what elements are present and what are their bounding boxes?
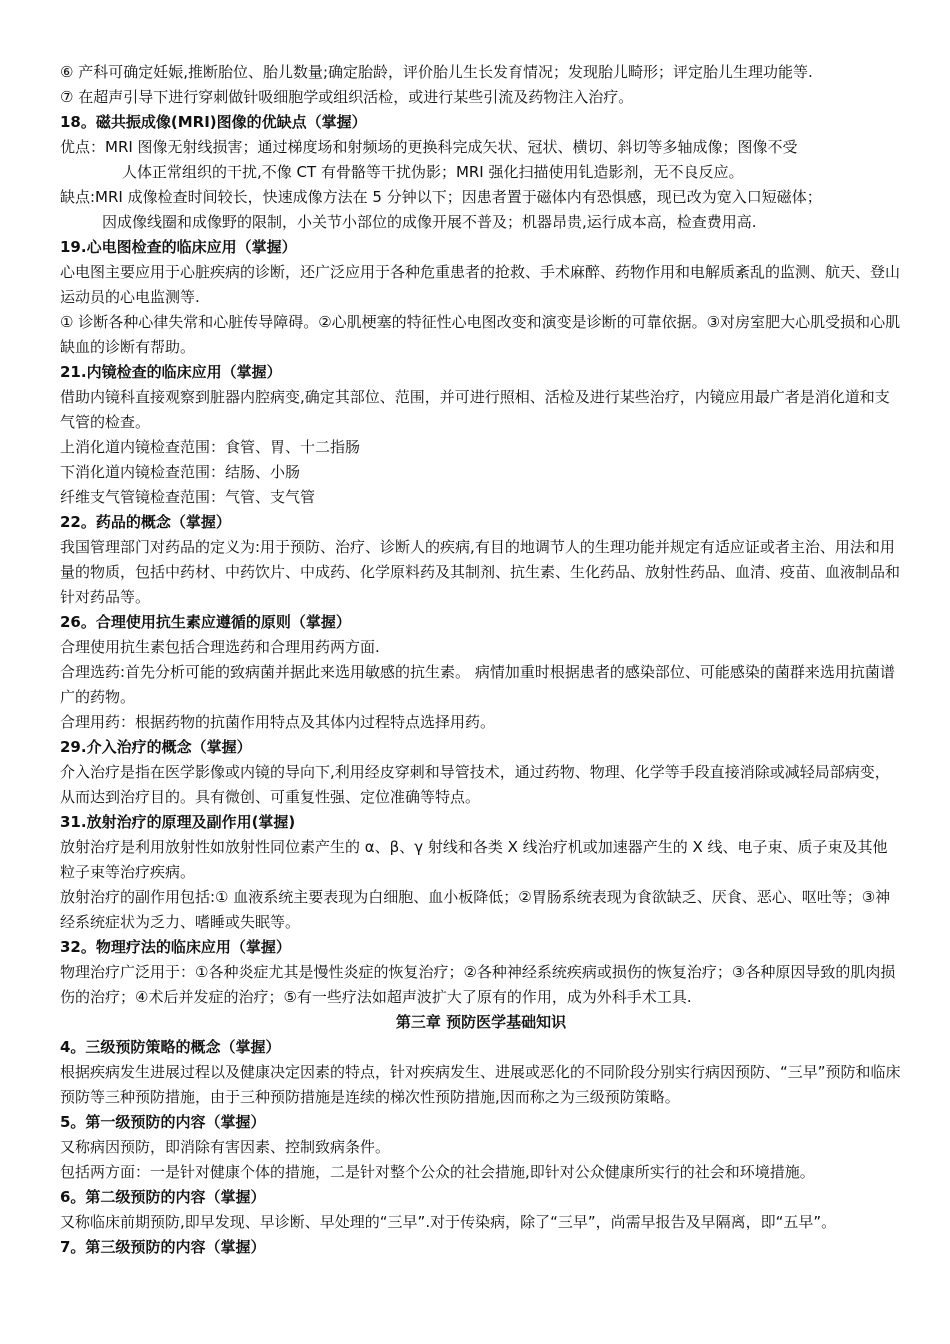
mri-disadvantages-line2: 因成像线圈和成像野的限制，小关节小部位的成像开展不普及；机器昂贵,运行成本高，检查费用高. (102, 213, 757, 231)
heading-4: 4。三级预防策略的概念（掌握） (60, 1038, 281, 1056)
physiotherapy-uses: 物理治疗广泛用于：①各种炎症尤其是慢性炎症的恢复治疗；②各种神经系统疾病或损伤的恢复治疗；③各种原因导致的肌肉损伤的治疗；④术后并发症的治疗；⑤有一些疗法如超声波扩大了原有的作用，成为外科手术工具. (60, 963, 896, 1006)
heading-22: 22。药品的概念（掌握） (60, 513, 231, 531)
heading-5: 5。第一级预防的内容（掌握） (60, 1113, 266, 1131)
mri-advantages-line1: 优点：MRI 图像无射线损害；通过梯度场和射频场的更换科完成矢状、冠状、横切、斜切等多轴成像；图像不受 (60, 138, 798, 156)
heading-19: 19.心电图检查的临床应用（掌握） (60, 238, 297, 256)
heading-29: 29.介入治疗的概念（掌握） (60, 738, 252, 756)
secondary-prevention-def: 又称临床前期预防,即早发现、早诊断、早处理的“三早”.对于传染病，除了“三早”，尚需早报告及早隔离，即“五早”。 (60, 1213, 837, 1231)
heading-32: 32。物理疗法的临床应用（掌握） (60, 938, 291, 956)
radiotherapy-side-effects: 放射治疗的副作用包括:① 血液系统主要表现为白细胞、血小板降低；②胃肠系统表现为食欲缺乏、厌食、恶心、呕吐等；③神经系统症状为乏力、嗜睡或失眠等。 (60, 888, 891, 931)
antibiotic-selection: 合理选药:首先分析可能的致病菌并据此来选用敏感的抗生素。 病情加重时根据患者的感染部位、可能感染的菌群来选用抗菌谱广的药物。 (60, 663, 895, 706)
primary-prevention-aspects: 包括两方面：一是针对健康个体的措施，二是针对整个公众的社会措施,即针对公众健康所实行的社会和环境措施。 (60, 1163, 815, 1181)
ecg-uses: ① 诊断各种心律失常和心脏传导障碍。②心肌梗塞的特征性心电图改变和演变是诊断的可靠依据。③对房室肥大心肌受损和心肌缺血的诊断有帮助。 (60, 313, 901, 356)
heading-7: 7。第三级预防的内容（掌握） (60, 1238, 266, 1256)
ultrasound-item-7: ⑦ 在超声引导下进行穿刺做针吸细胞学或组织活检，或进行某些引流及药物注入治疗。 (60, 88, 634, 106)
chapter-title: 第三章 预防医学基础知识 (395, 1013, 567, 1031)
heading-26: 26。合理使用抗生素应遵循的原则（掌握） (60, 613, 351, 631)
ultrasound-item-6: ⑥ 产科可确定妊娠,推断胎位、胎儿数量;确定胎龄，评价胎儿生长发育情况；发现胎儿畸形；评定胎儿生理功能等. (60, 63, 813, 81)
endoscopy-paragraph: 借助内镜科直接观察到脏器内腔病变,确定其部位、范围，并可进行照相、活检及进行某些治疗，内镜应用最广者是消化道和支气管的检查。 (60, 388, 890, 431)
drug-definition: 我国管理部门对药品的定义为:用于预防、治疗、诊断人的疾病,有目的地调节人的生理功能并规定有适应证或者主治、用法和用量的物质，包括中药材、中药饮片、中成药、化学原料药及其制剂、抗生素、生化药品、放射性药品、血清、疫苗、血液制品和针对药品等。 (60, 538, 901, 606)
heading-31: 31.放射治疗的原理及副作用(掌握) (60, 813, 296, 831)
interventional-therapy: 介入治疗是指在医学影像或内镜的导向下,利用经皮穿刺和导管技术，通过药物、物理、化学等手段直接消除或减轻局部病变，从而达到治疗目的。具有微创、可重复性强、定位准确等特点。 (60, 763, 890, 806)
primary-prevention-def: 又称病因预防，即消除有害因素、控制致病条件。 (60, 1138, 391, 1156)
upper-gi-scope: 上消化道内镜检查范围：食管、胃、十二指肠 (60, 438, 361, 456)
antibiotic-usage: 合理用药：根据药物的抗菌作用特点及其体内过程特点选择用药。 (60, 713, 496, 731)
mri-advantages-line2: 人体正常组织的干扰,不像 CT 有骨骼等干扰伪影；MRI 强化扫描使用钆造影剂，无不良反应。 (122, 163, 744, 181)
bronchoscope-scope: 纤维支气管镜检查范围：气管、支气管 (60, 488, 316, 506)
heading-6: 6。第二级预防的内容（掌握） (60, 1188, 266, 1206)
lower-gi-scope: 下消化道内镜检查范围：结肠、小肠 (60, 463, 301, 481)
mri-disadvantages-line1: 缺点:MRI 成像检查时间较长，快速成像方法在 5 分钟以下；因患者置于磁体内有恐惧感，现已改为宽入口短磁体； (60, 188, 822, 206)
heading-21: 21.内镜检查的临床应用（掌握） (60, 363, 282, 381)
radiotherapy-principle: 放射治疗是利用放射性如放射性同位素产生的 α、β、γ 射线和各类 X 线治疗机或加速器产生的 X 线、电子束、质子束及其他粒子束等治疗疾病。 (60, 838, 888, 881)
three-level-prevention: 根据疾病发生进展过程以及健康决定因素的特点，针对疾病发生、进展或恶化的不同阶段分别实行病因预防、“三早”预防和临床预防等三种预防措施，由于三种预防措施是连续的梯次性预防措施,因而称之为三级预防策略。 (60, 1063, 901, 1106)
antibiotic-intro: 合理使用抗生素包括合理选药和合理用药两方面. (60, 638, 380, 656)
document-page (60, 60, 902, 1260)
ecg-paragraph: 心电图主要应用于心脏疾病的诊断，还广泛应用于各种危重患者的抢救、手术麻醉、药物作用和电解质紊乱的监测、航天、登山运动员的心电监测等. (60, 263, 901, 306)
heading-18: 18。磁共振成像(MRI)图像的优缺点（掌握） (60, 113, 367, 131)
